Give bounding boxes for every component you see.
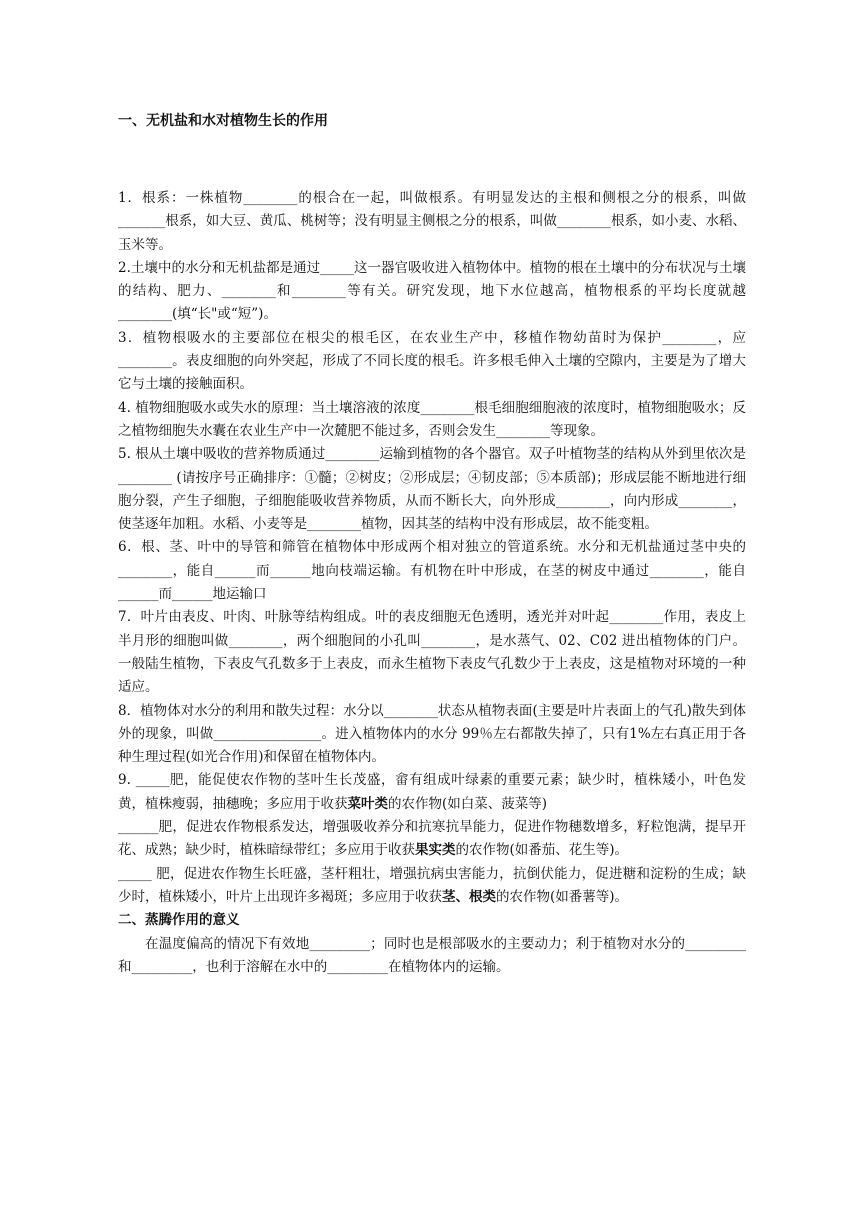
potassium-bold: 茎、根类: [442, 888, 496, 905]
question-3: 3．植物根吸水的主要部位在根尖的根毛区，在农业生产中，移植作物幼苗时为保护________，应________。表皮细胞的向外突起，形成了不同长度的根毛。许多根毛伸入土壤的空隙内，主要是为了增大它与土壤的接触面积。: [118, 329, 746, 393]
question-4: 4. 植物细胞吸水或失水的原理：当土壤溶液的浓度________根毛细胞细胞液的浓度时，植物细胞吸水；反之植物细胞失水囊在农业生产中一次麓肥不能过多，否则会发生________等现象。: [118, 399, 746, 439]
phosphorus-end: 的农作物(如番茄、花生等)。: [455, 842, 629, 859]
question-1: 1．根系：一株植物________的根合在一起，叫做根系。有明显发达的主根和侧根之分的根系，叫做_______根系，如大豆、黄瓜、桃树等；没有明显主侧根之分的根系，叫做________根系，如小麦、水稻、玉米等。: [118, 190, 746, 253]
section-2-text: 在温度偏高的情况下有效地_________；同时也是根部吸水的主要动力；利于植物对水分的_________和_________，也利于溶解在水中的_________在植物体内的运输。: [118, 935, 746, 975]
question-8: 8．植物体对水分的利用和散失过程：水分以________状态从植物表面(主要是叶片表面上的气孔)散失到体外的现象，叫做________________。进入植物体内的水分 99％左右都散失掉了，只有1%左右真正用于各种生理过程(如光合作用)和保留在植物体内。: [118, 702, 746, 766]
nitrogen-end: 的农作物(如白菜、菠菜等): [388, 795, 548, 812]
question-9-phosphorus: [118, 816, 746, 863]
section-1-title: 一、无机盐和水对植物生长的作用: [118, 113, 328, 129]
question-9-potassium: [118, 863, 746, 910]
phosphorus-bold: 果实类: [415, 842, 456, 859]
potassium-text: _____ 肥，促进农作物生长旺盛，茎杆粗壮，增强抗病虫害能力，抗倒伏能力，促进糖和淀粉的生成；缺少时，植株矮小，叶片上出现许多褐斑；多应用于收获: [118, 865, 746, 905]
question-5: 5. 根从土壤中吸收的营养物质通过________运输到植物的各个器官。双子叶植物茎的结构从外到里依次是________ (请按序号正确排序：①髓；②树皮；②形成层；④韧皮部；⑤本质部)；形成层能不断地进行细胞分裂，产生子细胞，子细胞能吸收营养物质，从而不断长大，向外形成________，向内形成________，使茎逐年加粗。水稻、小麦等是________植物，因其茎的结构中没有形成层，故不能变粗。: [118, 446, 746, 533]
question-7: 7．叶片由表皮、叶肉、叶脉等结构组成。叶的表皮细胞无色透明，透光并对叶起________作用，表皮上半月形的细胞叫做________，两个细胞间的小孔叫________，是水蒸气、02、C02 进出植物体的门户。一般陆生植物，下表皮气孔数多于上表皮，而永生植物下表皮气孔数少于上表皮，这是植物对环境的一种适应。: [118, 609, 746, 696]
question-9-nitrogen: [118, 769, 746, 816]
question-list: [118, 187, 746, 979]
nitrogen-text: 9. _____肥，能促使农作物的茎叶生长茂盛，畲有组成叶绿素的重要元素；缺少时，植株矮小，叶色发黄，植株瘦弱，抽穗晚；多应用于收获: [118, 772, 746, 812]
potassium-end: 的农作物(如番薯等)。: [496, 888, 629, 905]
phosphorus-text: ______肥，促进农作物根系发达，增强吸收养分和抗寒抗旱能力，促进作物穗数增多，籽粒饱满，提早开花、成熟；缺少时，植株暗绿带红；多应用于收获: [118, 819, 746, 859]
question-2: 2.土壤中的水分和无机盐都是通过_____这一器官吸收进入植物体中。植物的根在土壤中的分布状况与土壤的结构、肥力、________和________等有关。研究发现，地下水位越高，植物根系的平均长度就越________(填“长"或“短”)。: [118, 259, 746, 323]
section-2-title: 二、蒸腾作用的意义: [118, 912, 240, 929]
nitrogen-bold: 菜叶类: [347, 795, 388, 812]
question-6: 6．根、茎、叶中的导管和筛管在植物体中形成两个相对独立的管道系统。水分和无机盐通过茎中央的________，能自______而______地向枝端运输。有机物在叶中形成，在茎的树皮中通过________，能自______而______地运输口: [118, 539, 746, 603]
section-2-title-line: [118, 909, 746, 932]
